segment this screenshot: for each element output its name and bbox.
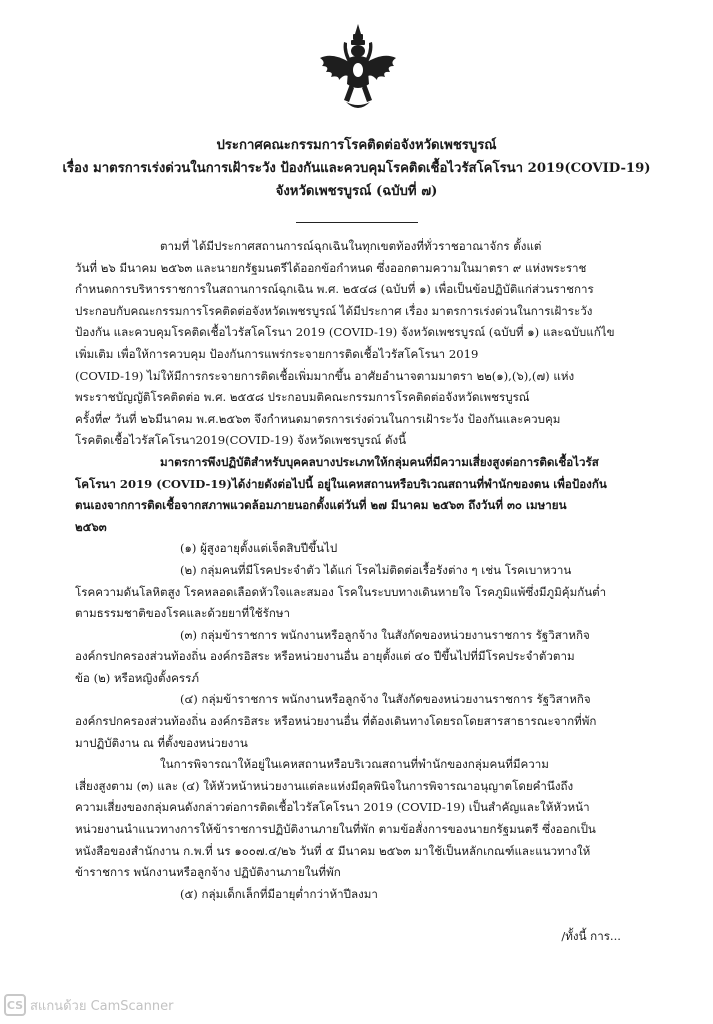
text-line: ข้อ (๒) หรือหญิงตั้งครรภ์ xyxy=(75,670,200,685)
text-line: องค์กรปกครองส่วนท้องถิ่น องค์กรอิสระ หรือหน่วยงานอื่น อายุตั้งแต่ ๔๐ ปีขึ้นไปที่มีโรคประจำตัวตาม xyxy=(75,649,575,664)
text-line: ครั้งที่๙ วันที่ ๒๖มีนาคม พ.ศ.๒๕๖๓ จึงกำหนดมาตรการเร่งด่วนในการเฝ้าระวัง ป้องกันและควบคุม xyxy=(75,411,561,426)
text-line: ประกอบกับคณะกรรมการโรคติดต่อจังหวัดเพชรบูรณ์ ได้มีประกาศ เรื่อง มาตรการเร่งด่วนในการเฝ้าระวัง xyxy=(75,303,593,318)
text-line: ตนเองจากการติดเชื้อจากสภาพแวดล้อมภายนอกตั้งแต่วันที่ ๒๗ มีนาคม ๒๕๖๓ ถึงวันที่ ๓๐ เมษายน xyxy=(75,498,567,513)
text-line: (๒) กลุ่มคนที่มีโรคประจำตัว ได้แก่ โรคไม่ติดต่อเรื้อรังต่าง ๆ เช่น โรคเบาหวาน xyxy=(180,562,572,577)
item-4 xyxy=(75,689,643,754)
text-line: องค์กรปกครองส่วนท้องถิ่น องค์กรอิสระ หรือหน่วยงานอื่น ที่ต้องเดินทางโดยรถโดยสารสาธารณะจากที่พัก xyxy=(75,714,597,729)
continuation-note: /ทั้งนี้ การ... xyxy=(561,929,621,943)
text-line: โรคความดันโลหิตสูง โรคหลอดเลือดหัวใจและสมอง โรคในระบบทางเดินหายใจ โรคภูมิแพ้ซึ่งมีภูมิคุ้มกันต่ำ xyxy=(75,584,607,599)
text-line: (๔) กลุ่มข้าราชการ พนักงานหรือลูกจ้าง ในสังกัดของหน่วยงานราชการ รัฐวิสาหกิจ xyxy=(180,692,591,707)
text-line: ข้าราชการ พนักงานหรือลูกจ้าง ปฏิบัติงานภายในที่พัก xyxy=(75,865,341,880)
announcement-body xyxy=(75,236,643,905)
text-line: กำหนดการบริหารราชการในสถานการณ์ฉุกเฉิน พ.ศ. ๒๕๔๘ (ฉบับที่ ๑) เพื่อเป็นข้อปฏิบัติแก่ส่วนราชการ xyxy=(75,282,594,297)
item-5 xyxy=(75,884,643,906)
scanner-watermark xyxy=(4,993,173,1017)
item-2 xyxy=(75,560,643,625)
text-line: ๒๕๖๓ xyxy=(75,519,107,534)
text-line: เพิ่มเติม เพื่อให้การควบคุม ป้องกันการแพร่กระจายการติดเชื้อไวรัสโคโรนา 2019 xyxy=(75,346,479,361)
text-line: (๑) ผู้สูงอายุตั้งแต่เจ็ดสิบปีขึ้นไป xyxy=(180,541,338,556)
text-line: มาปฏิบัติงาน ณ ที่ตั้งของหน่วยงาน xyxy=(75,735,248,750)
measure-paragraph xyxy=(75,452,643,538)
text-line: มาตรการพึงปฏิบัติสำหรับบุคคลบางประเภทให้กลุ่มคนที่มีความเสี่ยงสูงต่อการติดเชื้อไวรัส xyxy=(160,454,599,469)
intro-paragraph xyxy=(75,236,643,452)
title-divider xyxy=(296,222,418,223)
text-line: ความเสี่ยงของกลุ่มคนดังกล่าวต่อการติดเชื้อไวรัสโคโรนา 2019 (COVID-19) เป็นสำคัญและให้หัวหน้า xyxy=(75,800,590,815)
consideration-paragraph xyxy=(75,754,643,884)
text-line: ป้องกัน และควบคุมโรคติดเชื้อไวรัสโคโรนา 2019 (COVID-19) จังหวัดเพชรบูรณ์ (ฉบับที่ ๑) และฉบับแก้ไข xyxy=(75,325,615,340)
garuda-emblem-icon xyxy=(316,22,400,114)
text-line: หน่วยงานนำแนวทางการให้ข้าราชการปฏิบัติงานภายในที่พัก ตามข้อสั่งการของนายกรัฐมนตรี ซึ่งออกเป็น xyxy=(75,822,596,837)
item-1 xyxy=(75,538,643,560)
text-line: หนังสือของสำนักงาน ก.พ.ที่ นร ๑๐๐๗.๔/๒๖ วันที่ ๕ มีนาคม ๒๕๖๓ มาใช้เป็นหลักเกณฑ์และแนวทางให้ xyxy=(75,843,591,858)
text-line: เสี่ยงสูงตาม (๓) และ (๔) ให้หัวหน้าหน่วยงานแต่ละแห่งมีดุลพินิจในการพิจารณาอนุญาตโดยคำนึงถึง xyxy=(75,778,574,793)
text-line: โคโรนา 2019 (COVID-19)ได้ง่ายดังต่อไปนี้ อยู่ในเคหสถานหรือบริเวณสถานที่พำนักของตน เพื่อป้องกัน xyxy=(75,476,607,491)
text-line: โรคติดเชื้อไวรัสโคโรนา2019(COVID-19) จังหวัดเพชรบูรณ์ ดังนี้ xyxy=(75,433,407,448)
text-line: (๓) กลุ่มข้าราชการ พนักงานหรือลูกจ้าง ในสังกัดของหน่วยงานราชการ รัฐวิสาหกิจ xyxy=(180,627,590,642)
text-line: ในการพิจารณาให้อยู่ในเคหสถานหรือบริเวณสถานที่พำนักของกลุ่มคนที่มีความ xyxy=(160,757,549,772)
text-line: (COVID-19) ไม่ให้มีการกระจายการติดเชื้อเพิ่มมากขึ้น อาศัยอำนาจตามมาตรา ๒๒(๑),(๖),(๗) แห่ง xyxy=(75,368,575,383)
announcement-province-issue: จังหวัดเพชรบูรณ์ (ฉบับที่ ๗) xyxy=(275,184,438,199)
announcement-title: ประกาศคณะกรรมการโรคติดต่อจังหวัดเพชรบูรณ์ xyxy=(216,138,497,153)
camscanner-logo-icon: CS xyxy=(4,994,26,1016)
text-line: วันที่ ๒๖ มีนาคม ๒๕๖๓ และนายกรัฐมนตรีได้ออกข้อกำหนด ซึ่งออกตามความในมาตรา ๙ แห่งพระราช xyxy=(75,260,587,275)
announcement-subject: เรื่อง มาตรการเร่งด่วนในการเฝ้าระวัง ป้องกันและควบคุมโรคติดเชื้อไวรัสโคโรนา 2019(COVID-19) xyxy=(62,161,651,176)
text-line: ตามที่ ได้มีประกาศสถานการณ์ฉุกเฉินในทุกเขตท้องที่ทั่วราชอาณาจักร ตั้งแต่ xyxy=(160,239,542,253)
text-line: พระราชบัญญัติโรคติดต่อ พ.ศ. ๒๕๕๘ ประกอบมติคณะกรรมการโรคติดต่อจังหวัดเพชรบูรณ์ xyxy=(75,390,530,405)
text-line: ตามธรรมชาติของโรคและด้วยยาที่ใช้รักษา xyxy=(75,606,291,621)
watermark-text: สแกนด้วย CamScanner xyxy=(30,998,174,1014)
text-line: (๕) กลุ่มเด็กเล็กที่มีอายุต่ำกว่าห้าปีลงมา xyxy=(180,886,378,901)
item-3 xyxy=(75,625,643,690)
